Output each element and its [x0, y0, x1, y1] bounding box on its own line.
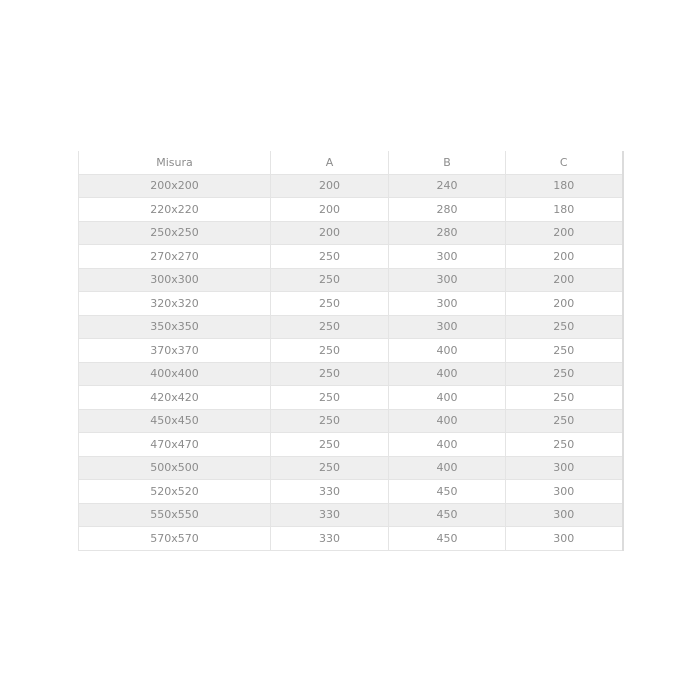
size-table [78, 151, 624, 551]
table-row [79, 245, 623, 269]
cell-a: 250 [271, 268, 389, 292]
table-row [79, 339, 623, 363]
cell-a: 250 [271, 315, 389, 339]
cell-misura: 250x250 [79, 221, 271, 245]
cell-misura: 400x400 [79, 362, 271, 386]
cell-misura: 300x300 [79, 268, 271, 292]
cell-misura: 550x550 [79, 503, 271, 527]
cell-a: 250 [271, 386, 389, 410]
table-row [79, 198, 623, 222]
cell-b: 400 [389, 456, 506, 480]
table-row [79, 315, 623, 339]
cell-misura: 570x570 [79, 527, 271, 551]
cell-b: 280 [389, 198, 506, 222]
cell-b: 300 [389, 315, 506, 339]
table-row [79, 386, 623, 410]
cell-a: 250 [271, 292, 389, 316]
cell-c: 300 [506, 503, 623, 527]
cell-misura: 200x200 [79, 174, 271, 198]
cell-c: 200 [506, 292, 623, 316]
cell-a: 330 [271, 503, 389, 527]
cell-a: 250 [271, 409, 389, 433]
cell-b: 400 [389, 362, 506, 386]
size-table-container [78, 151, 622, 551]
table-row [79, 292, 623, 316]
cell-c: 250 [506, 362, 623, 386]
cell-c: 180 [506, 174, 623, 198]
cell-a: 250 [271, 339, 389, 363]
table-row [79, 409, 623, 433]
cell-misura: 220x220 [79, 198, 271, 222]
table-row [79, 221, 623, 245]
cell-b: 240 [389, 174, 506, 198]
cell-b: 400 [389, 433, 506, 457]
cell-a: 200 [271, 198, 389, 222]
cell-c: 300 [506, 480, 623, 504]
cell-c: 250 [506, 339, 623, 363]
header-b: B [389, 151, 506, 174]
cell-c: 250 [506, 315, 623, 339]
header-c: C [506, 151, 623, 174]
cell-b: 450 [389, 527, 506, 551]
cell-c: 200 [506, 221, 623, 245]
cell-misura: 370x370 [79, 339, 271, 363]
table-body [79, 174, 623, 550]
cell-b: 400 [389, 409, 506, 433]
cell-b: 280 [389, 221, 506, 245]
cell-c: 200 [506, 268, 623, 292]
table-row [79, 480, 623, 504]
table-row [79, 456, 623, 480]
cell-misura: 350x350 [79, 315, 271, 339]
cell-a: 250 [271, 433, 389, 457]
cell-b: 450 [389, 480, 506, 504]
cell-b: 450 [389, 503, 506, 527]
table-row [79, 433, 623, 457]
table-row [79, 503, 623, 527]
cell-b: 300 [389, 245, 506, 269]
table-row [79, 174, 623, 198]
cell-c: 300 [506, 456, 623, 480]
table-row [79, 527, 623, 551]
cell-misura: 470x470 [79, 433, 271, 457]
header-misura: Misura [79, 151, 271, 174]
cell-misura: 420x420 [79, 386, 271, 410]
cell-a: 250 [271, 456, 389, 480]
cell-b: 400 [389, 339, 506, 363]
cell-b: 300 [389, 268, 506, 292]
cell-a: 250 [271, 245, 389, 269]
cell-c: 250 [506, 409, 623, 433]
cell-a: 330 [271, 480, 389, 504]
cell-misura: 320x320 [79, 292, 271, 316]
cell-c: 180 [506, 198, 623, 222]
cell-a: 200 [271, 174, 389, 198]
header-row [79, 151, 623, 174]
cell-c: 250 [506, 386, 623, 410]
cell-misura: 500x500 [79, 456, 271, 480]
cell-c: 300 [506, 527, 623, 551]
cell-a: 200 [271, 221, 389, 245]
header-a: A [271, 151, 389, 174]
cell-a: 330 [271, 527, 389, 551]
table-header [79, 151, 623, 174]
cell-a: 250 [271, 362, 389, 386]
cell-b: 400 [389, 386, 506, 410]
table-row [79, 362, 623, 386]
table-row [79, 268, 623, 292]
cell-misura: 450x450 [79, 409, 271, 433]
cell-c: 200 [506, 245, 623, 269]
cell-c: 250 [506, 433, 623, 457]
cell-misura: 270x270 [79, 245, 271, 269]
cell-b: 300 [389, 292, 506, 316]
cell-misura: 520x520 [79, 480, 271, 504]
